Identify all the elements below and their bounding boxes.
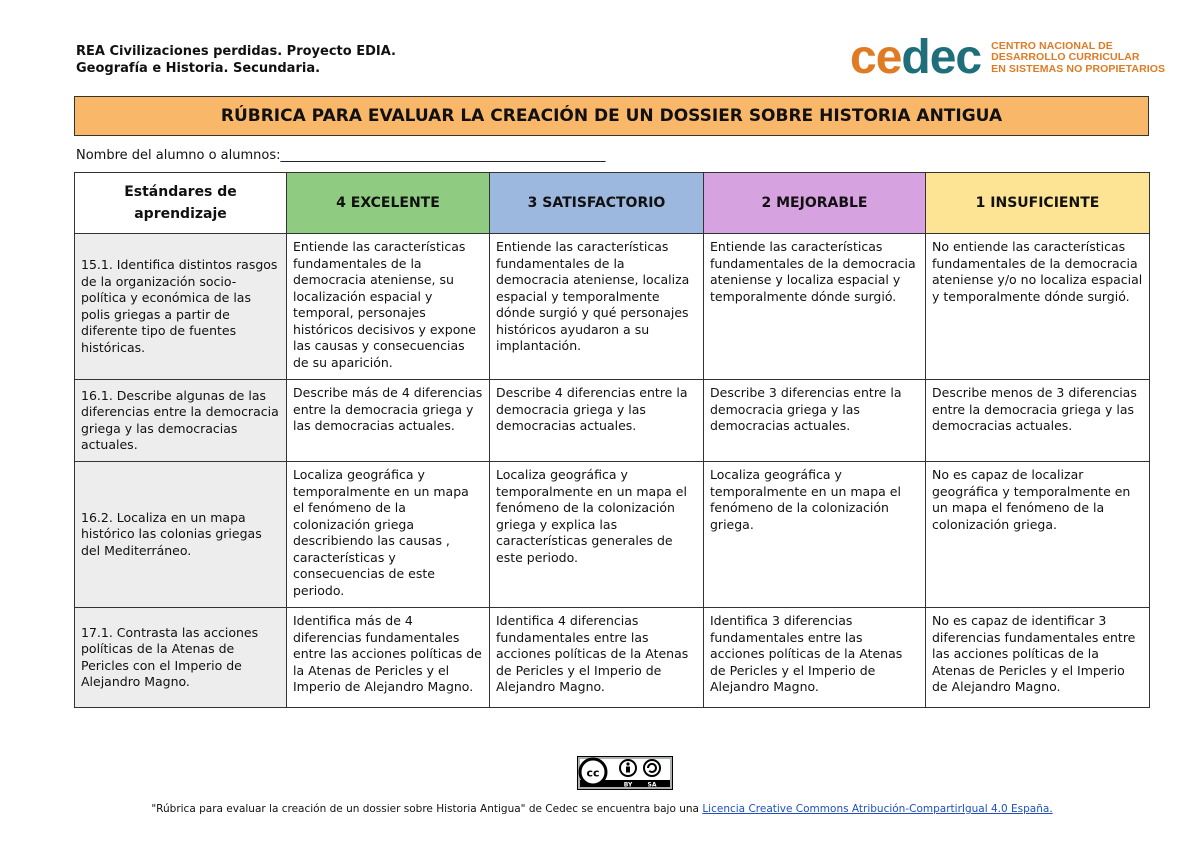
- sa-icon: [644, 760, 660, 776]
- level-3-cell: Identifica 4 diferencias fundamentales entre las acciones políticas de la Atenas de Pericles y el Imperio de Alejandro Magno.: [490, 608, 704, 708]
- license-footer: [0, 803, 1204, 815]
- level-4-cell: Describe más de 4 diferencias entre la democracia griega y las democracias actuales.: [287, 380, 490, 462]
- rubric-table: [74, 172, 1150, 708]
- table-row: [75, 608, 1150, 708]
- rubric-title: RÚBRICA PARA EVALUAR LA CREACIÓN DE UN DOSSIER SOBRE HISTORIA ANTIGUA: [74, 96, 1149, 136]
- header-level-3: 3 SATISFACTORIO: [490, 173, 704, 234]
- cedec-logo: [850, 31, 1166, 84]
- level-4-cell: Localiza geográfica y temporalmente en un mapa el fenómeno de la colonización griega describiendo las causas , características y consecuencias de este periodo.: [287, 462, 490, 608]
- cedec-logo-subtitle: CENTRO NACIONAL DE DESARROLLO CURRICULAR EN SISTEMAS NO PROPIETARIOS: [991, 39, 1166, 75]
- document-header: [76, 43, 396, 77]
- header-level-4: 4 EXCELENTE: [287, 173, 490, 234]
- header-level-1: 1 INSUFICIENTE: [926, 173, 1150, 234]
- header-line-1: REA Civilizaciones perdidas. Proyecto EDIA.: [76, 44, 396, 59]
- cc-by-sa-badge[interactable]: [577, 756, 673, 790]
- level-4-cell: Entiende las características fundamentales de la democracia ateniense, su localización espacial y temporal, personajes históricos decisivos y expone las causas y consecuencias de su aparición.: [287, 234, 490, 380]
- license-statement: "Rúbrica para evaluar la creación de un dossier sobre Historia Antigua" de Cedec se encuentra bajo una: [151, 803, 703, 815]
- standard-cell: 16.1. Describe algunas de las diferencias entre la democracia griega y las democracias actuales.: [75, 380, 287, 462]
- svg-text:SA: SA: [647, 781, 657, 789]
- standard-cell: 15.1. Identifica distintos rasgos de la organización socio-política y económica de las polis griegas a partir de diferente tipo de fuentes históricas.: [75, 234, 287, 380]
- standard-cell: 17.1. Contrasta las acciones políticas de la Atenas de Pericles con el Imperio de Alejandro Magno.: [75, 608, 287, 708]
- license-link[interactable]: Licencia Creative Commons Atribución-CompartirIgual 4.0 España.: [702, 803, 1053, 815]
- rubric-header-row: [75, 173, 1150, 234]
- level-1-cell: No es capaz de localizar geográfica y temporalmente en un mapa el fenómeno de la colonización griega.: [926, 462, 1150, 608]
- level-2-cell: Describe 3 diferencias entre la democracia griega y las democracias actuales.: [704, 380, 926, 462]
- student-name-line: Nombre del alumno o alumnos:__________________________________________________: [76, 148, 606, 163]
- level-3-cell: Entiende las características fundamentales de la democracia ateniense, localiza espacial y temporalmente dónde surgió y qué personajes históricos ayudaron a su implantación.: [490, 234, 704, 380]
- level-3-cell: Describe 4 diferencias entre la democracia griega y las democracias actuales.: [490, 380, 704, 462]
- table-row: [75, 234, 1150, 380]
- level-2-cell: Identifica 3 diferencias fundamentales entre las acciones políticas de la Atenas de Pericles y el Imperio de Alejandro Magno.: [704, 608, 926, 708]
- level-1-cell: No entiende las características fundamentales de la democracia ateniense y/o no localiza espacial y temporalmente dónde surgió.: [926, 234, 1150, 380]
- level-1-cell: No es capaz de identificar 3 diferencias fundamentales entre las acciones políticas de la Atenas de Pericles y el Imperio de Alejandro Magno.: [926, 608, 1150, 708]
- level-3-cell: Localiza geográfica y temporalmente en un mapa el fenómeno de la colonización griega y explica las características generales de este periodo.: [490, 462, 704, 608]
- cedec-logo-word: cedec: [850, 31, 982, 84]
- level-2-cell: Entiende las características fundamentales de la democracia ateniense y localiza espacial y temporalmente dónde surgió.: [704, 234, 926, 380]
- svg-text:BY: BY: [623, 781, 633, 789]
- level-2-cell: Localiza geográfica y temporalmente en un mapa el fenómeno de la colonización griega.: [704, 462, 926, 608]
- header-line-2: Geografía e Historia. Secundaria.: [76, 61, 321, 76]
- header-level-2: 2 MEJORABLE: [704, 173, 926, 234]
- svg-text:cc: cc: [586, 766, 600, 780]
- level-1-cell: Describe menos de 3 diferencias entre la democracia griega y las democracias actuales.: [926, 380, 1150, 462]
- standard-cell: 16.2. Localiza en un mapa histórico las colonias griegas del Mediterráneo.: [75, 462, 287, 608]
- level-4-cell: Identifica más de 4 diferencias fundamentales entre las acciones políticas de la Atenas de Pericles y el Imperio de Alejandro Magno.: [287, 608, 490, 708]
- table-row: [75, 462, 1150, 608]
- header-standards: Estándares de aprendizaje: [75, 173, 287, 234]
- table-row: [75, 380, 1150, 462]
